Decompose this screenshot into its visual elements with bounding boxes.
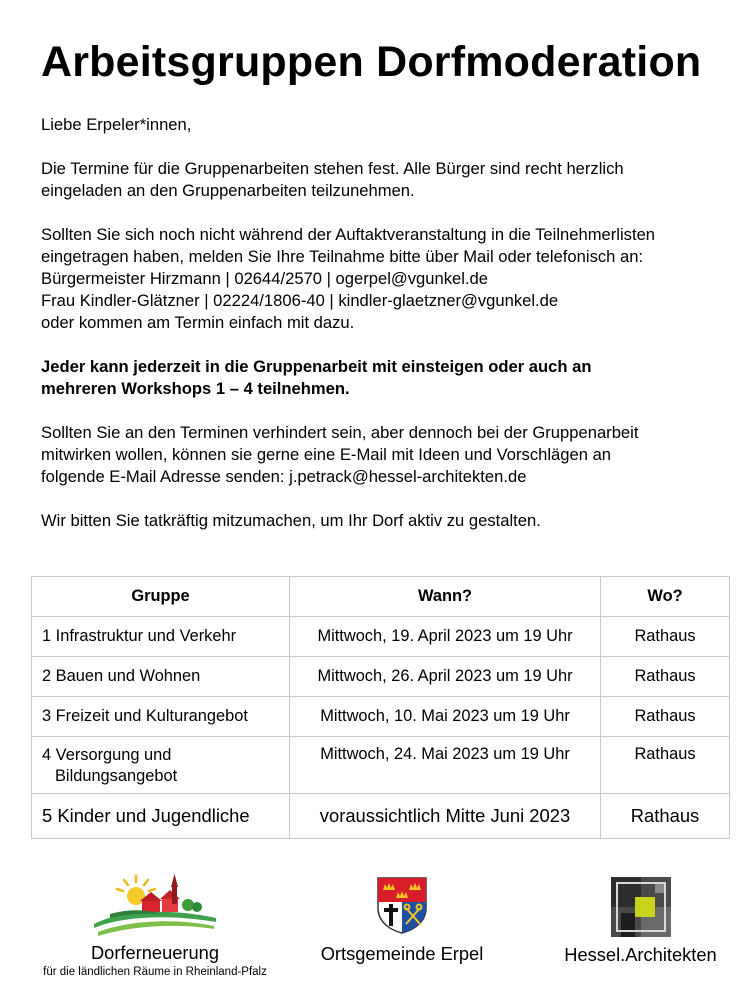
text-line: Die Termine für die Gruppenarbeiten stehen fest. Alle Bürger sind recht herzlich [41, 159, 624, 178]
table-row [32, 737, 730, 794]
text-line: Sollten Sie an den Terminen verhindert sein, aber dennoch bei der Gruppenarbeit [41, 423, 639, 442]
cell-when: Mittwoch, 24. Mai 2023 um 19 Uhr [290, 737, 601, 794]
cell-where: Rathaus [601, 737, 730, 794]
cell-where: Rathaus [601, 617, 730, 657]
cell-group-line2: Bildungsangebot [55, 767, 178, 785]
paragraph-dates [41, 158, 721, 202]
table-row [32, 794, 730, 839]
header-group: Gruppe [32, 577, 290, 617]
page-title: Arbeitsgruppen Dorfmoderation [41, 38, 702, 86]
paragraph-closing: Wir bitten Sie tatkräftig mitzumachen, um Ihr Dorf aktiv zu gestalten. [41, 511, 541, 530]
cell-group: 3 Freizeit und Kulturangebot [32, 697, 290, 737]
text-line: mitwirken wollen, können sie gerne eine E-Mail mit Ideen und Vorschlägen an [41, 445, 612, 464]
table-header-row [32, 577, 730, 617]
text-line: Jeder kann jederzeit in die Gruppenarbeit mit einsteigen oder auch an [41, 357, 592, 376]
logo-hessel [548, 877, 733, 966]
cell-group: 5 Kinder und Jugendliche [32, 794, 290, 839]
text-line: eingetragen haben, melden Sie Ihre Teilnahme bitte über Mail oder telefonisch an: [41, 247, 644, 266]
cell-group: 2 Bauen und Wohnen [32, 657, 290, 697]
coat-of-arms-icon [376, 876, 428, 934]
cell-group-line1: 4 Versorgung und [42, 746, 172, 764]
paragraph-highlight [41, 356, 721, 400]
logo-label-erpel: Ortsgemeinde Erpel [320, 943, 484, 964]
table-row [32, 697, 730, 737]
cell-where: Rathaus [601, 794, 730, 839]
village-sun-icon [90, 872, 220, 938]
paragraph-email [41, 422, 721, 488]
header-when: Wann? [290, 577, 601, 617]
cell-when: Mittwoch, 10. Mai 2023 um 19 Uhr [290, 697, 601, 737]
cell-when: Mittwoch, 19. April 2023 um 19 Uhr [290, 617, 601, 657]
cell-where: Rathaus [601, 697, 730, 737]
paragraph-registration [41, 224, 721, 334]
contact-mayor: Bürgermeister Hirzmann | 02644/2570 | ogerpel@vgunkel.de [41, 269, 489, 288]
logo-label-dorferneuerung: Dorferneuerung [90, 942, 220, 963]
text-line: eingeladen an den Gruppenarbeiten teilzunehmen. [41, 181, 415, 200]
text-line: folgende E-Mail Adresse senden: j.petrack@hessel-architekten.de [41, 467, 527, 486]
cell-where: Rathaus [601, 657, 730, 697]
logo-dorferneuerung [30, 872, 280, 978]
cell-when: Mittwoch, 26. April 2023 um 19 Uhr [290, 657, 601, 697]
header-where: Wo? [601, 577, 730, 617]
logo-label-hessel: Hessel.Architekten [564, 944, 717, 965]
table-row [32, 617, 730, 657]
logo-sublabel-dorferneuerung: für die ländlichen Räume in Rheinland-Pfalz [43, 966, 267, 978]
logo-erpel [302, 876, 502, 965]
contact-kindler: Frau Kindler-Glätzner | 02224/1806-40 | kindler-glaetzner@vgunkel.de [41, 291, 559, 310]
cell-group [32, 737, 290, 794]
schedule-table [31, 576, 730, 839]
text-line: Sollten Sie sich noch nicht während der Auftaktveranstaltung in die Teilnehmerlisten [41, 225, 656, 244]
text-line: mehreren Workshops 1 – 4 teilnehmen. [41, 379, 350, 398]
cell-group: 1 Infrastruktur und Verkehr [32, 617, 290, 657]
letter-body [41, 114, 721, 554]
greeting: Liebe Erpeler*innen, [41, 115, 192, 134]
cell-when: voraussichtlich Mitte Juni 2023 [290, 794, 601, 839]
table-row [32, 657, 730, 697]
architect-logo-icon [611, 877, 671, 937]
text-line: oder kommen am Termin einfach mit dazu. [41, 313, 355, 332]
